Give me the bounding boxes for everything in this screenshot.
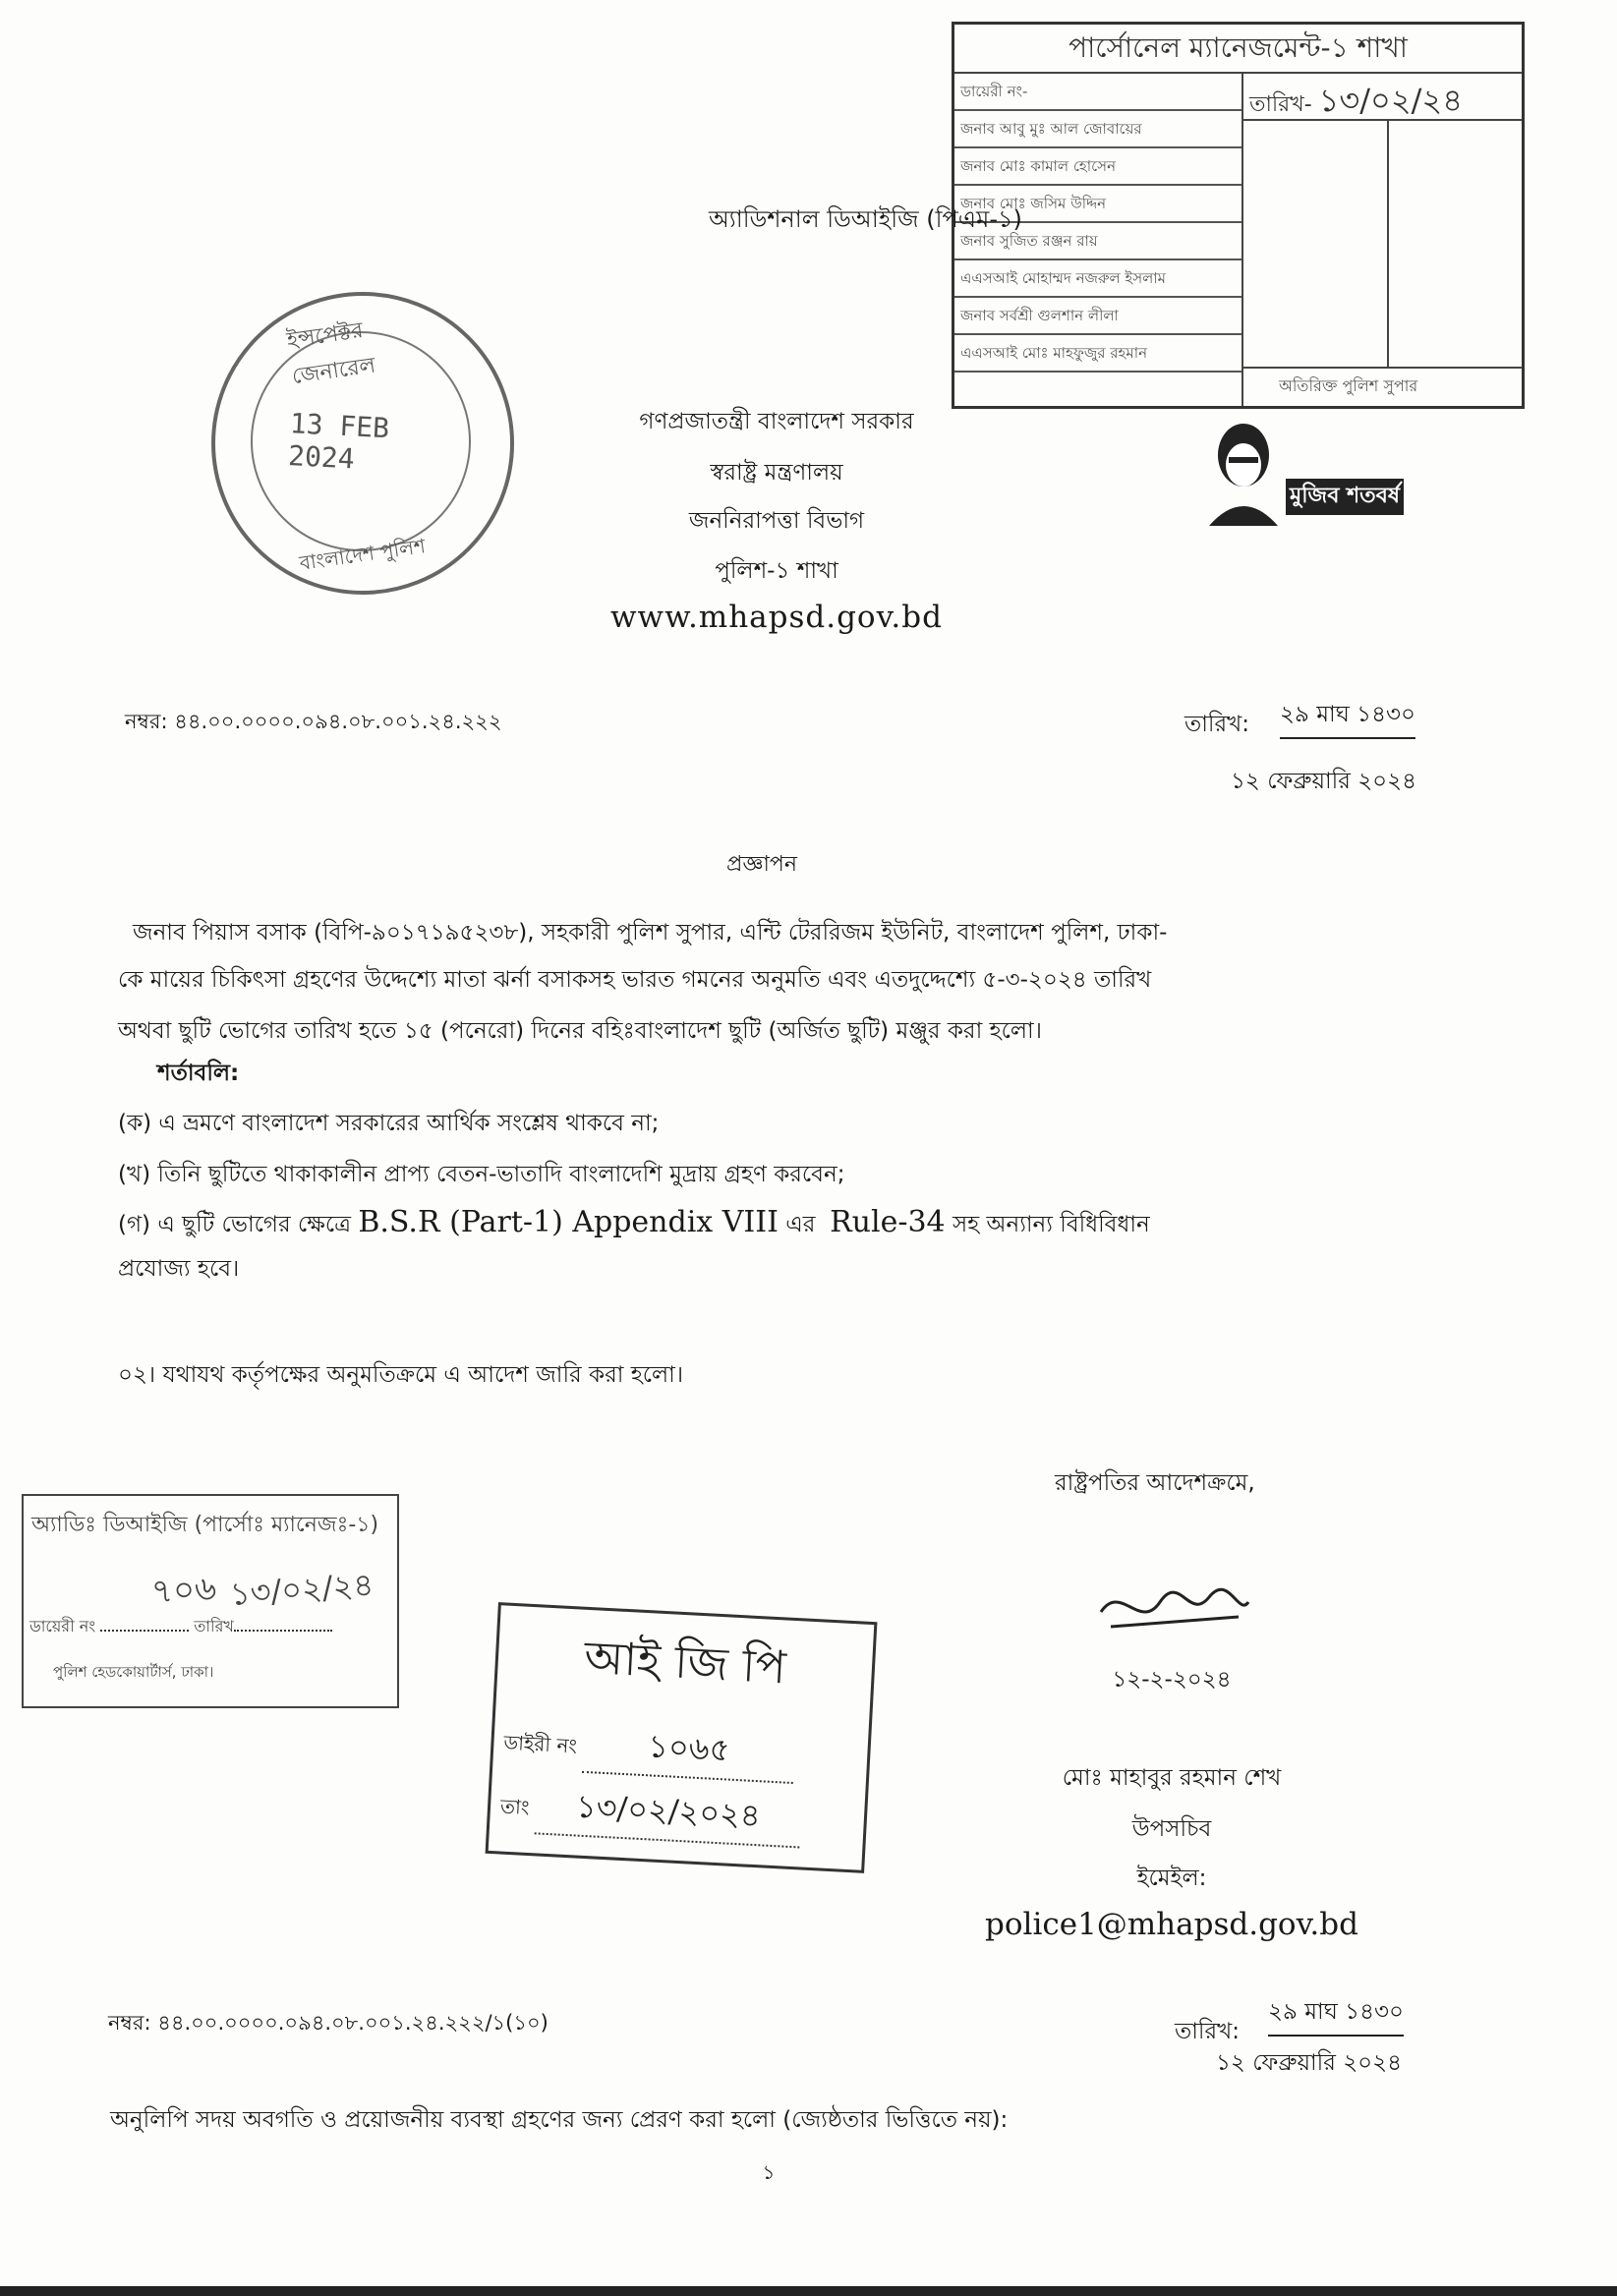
condition-item-g [118,1205,1150,1244]
signature-date: ১২-২-২০২৪ [1112,1667,1232,1693]
header-govt: গণপ্রজাতন্ত্রী বাংলাদেশ সরকার [639,409,914,434]
left-stamp-diary-no: ৭০৬ [149,1569,218,1612]
round-seal [211,292,514,595]
copy-text: অনুলিপি সদয় অবগতি ও প্রয়োজনীয় ব্যবস্থা গ্রহণের জন্য প্রেরণ করা হলো (জ্যেষ্ঠতার ভিত্তিতে নয়): [110,2107,1009,2133]
condition-item-g-cont: প্রযোজ্য হবে। [118,1256,240,1282]
igp-diary-label: ডাইরী নং [502,1730,578,1758]
signature-mark [1091,1573,1258,1651]
page-number: ১ [762,2160,776,2184]
copy-date-en: ১২ ফেব্রুয়ারি ২০২৪ [1216,2050,1402,2076]
igp-date [499,1778,802,1849]
mujib-logo [1189,408,1400,536]
paragraph-2: ০২। যথাযথ কর্তৃপক্ষের অনুমতিক্রমে এ আদেশ জারি করা হলো। [118,1362,684,1388]
igp-diary [502,1714,795,1784]
stamp-row: এএসআই মোঃ মাহফুজুর রহমান [954,335,1242,373]
addl-dig-label: অ্যাডিশনাল ডিআইজি (পিএম-১) [709,205,1022,233]
section-receipt-stamp [952,22,1525,409]
cond-g-text: (গ) এ ছুটি ভোগের ক্ষেত্রে [118,1212,352,1237]
diary-label: ডায়েরী নং [29,1617,96,1636]
stamp-row: ডায়েরী নং- [954,74,1242,111]
igp-stamp [486,1602,878,1873]
left-stamp-diary-label [29,1614,332,1640]
seal-bottom-text: বাংলাদেশ পুলিশ [298,534,428,575]
seal-date: 13 FEB 2024 [287,407,390,476]
cond-g-rule: Rule-34 [830,1205,946,1239]
stamp-row: জনাব সুজিত রঞ্জন রায় [954,223,1242,260]
date-label: তারিখ [194,1617,234,1636]
copy-number: নম্বর: ৪৪.০০.০০০০.০৯৪.০৮.০০১.২৪.২২২/১(১০) [108,2011,549,2035]
header-branch: পুলিশ-১ শাখা [715,558,838,584]
igp-title: আই জি পি [582,1630,788,1694]
condition-item: (খ) তিনি ছুটিতে থাকাকালীন প্রাপ্য বেতন-ভাতাদি বাংলাদেশি মুদ্রায় গ্রহণ করবেন; [118,1162,845,1187]
logo-text: মুজিব শতবর্ষ [1286,479,1404,515]
memo-date-bn: ২৯ মাঘ ১৪৩০ [1280,696,1415,739]
igp-diary-value: ১০৬৫ [582,1718,796,1784]
notice-line: জনাব পিয়াস বসাক (বিপি-৯০১৭১৯৫২৩৮), সহকারী পুলিশ সুপার, এন্টি টেররিজম ইউনিট, বাংলাদেশ পুলিশ, ঢাকা- [133,920,1168,946]
memo-date-en: ১২ ফেব্রুয়ারি ২০২৪ [1231,769,1416,794]
igp-date-value: ১৩/০২/২০২৪ [534,1779,802,1848]
scan-edge [0,2286,1617,2296]
addl-dig-stamp [22,1494,399,1708]
igp-date-label: তাং [499,1794,531,1819]
portrait-icon [1189,408,1376,536]
condition-item: (ক) এ ভ্রমণে বাংলাদেশ সরকারের আর্থিক সংশ্লেষ থাকবে না; [118,1111,660,1136]
left-stamp-date: ১৩/০২/২৪ [228,1565,375,1614]
stamp-date [1249,76,1463,129]
stamp-row: জনাব আবু মুঃ আল জোবায়ের [954,111,1242,148]
stamp-title: পার্সোনেল ম্যানেজমেন্ট-১ শাখা [954,25,1522,74]
header-website: www.mhapsd.gov.bd [610,600,943,635]
signatory-designation: উপসচিব [1131,1816,1212,1842]
memo-date-label: তারিখ: [1184,712,1250,737]
cond-g-text: সহ অন্যান্য বিধিবিধান [952,1212,1150,1237]
conditions-title: শর্তাবলি: [157,1061,240,1086]
copy-date-bn: ২৯ মাঘ ১৪৩০ [1268,1993,1404,2037]
stamp-date-value: ১৩/০২/২৪ [1318,82,1463,119]
stamp-date-label: তারিখ- [1249,92,1312,117]
cond-g-text: এর [785,1212,816,1237]
memo-number: নম্বর: ৪৪.০০.০০০০.০৯৪.০৮.০০১.২৪.২২২ [125,710,502,733]
stamp-row: এএসআই মোহাম্মদ নজরুল ইসলাম [954,260,1242,298]
by-order: রাষ্ট্রপতির আদেশক্রমে, [1055,1470,1255,1496]
notice-title: প্রজ্ঞাপন [726,852,797,877]
header-division: জননিরাপত্তা বিভাগ [688,508,865,534]
stamp-footer: অতিরিক্ত পুলিশ সুপার [1279,376,1418,395]
copy-date-label: তারিখ: [1175,2019,1241,2044]
stamp-row: জনাব সর্বশ্রী গুলশান লীলা [954,298,1242,335]
stamp-row: জনাব মোঃ জসিম উদ্দিন [954,186,1242,223]
notice-line: কে মায়ের চিকিৎসা গ্রহণের উদ্দেশ্যে মাতা ঝর্না বসাকসহ ভারত গমনের অনুমতি এবং এতদুদ্দেশ্যে ৫-৩-২০২৪ তারিখ [118,967,1152,993]
email-label: ইমেইল: [1136,1866,1207,1891]
signatory-name: মোঃ মাহাবুর রহমান শেখ [1062,1765,1282,1791]
email-link[interactable]: police1@mhapsd.gov.bd [985,1907,1358,1942]
header-ministry: স্বরাষ্ট্র মন্ত্রণালয় [710,460,843,486]
left-stamp-title: অ্যাডিঃ ডিআইজি (পার্সোঃ ম্যানেজঃ-১) [31,1513,379,1537]
seal-top-text: ইন্সপেক্টর জেনারেল [285,317,377,390]
cond-g-bsr: B.S.R (Part-1) Appendix VIII [358,1205,779,1239]
notice-line: অথবা ছুটি ভোগের তারিখ হতে ১৫ (পনেরো) দিনের বহিঃবাংলাদেশ ছুটি (অর্জিত ছুটি) মঞ্জুর করা হলো। [118,1018,1042,1044]
stamp-row: জনাব মোঃ কামাল হোসেন [954,148,1242,186]
left-stamp-footer: পুলিশ হেডকোয়ার্টার্স, ঢাকা। [53,1663,214,1681]
